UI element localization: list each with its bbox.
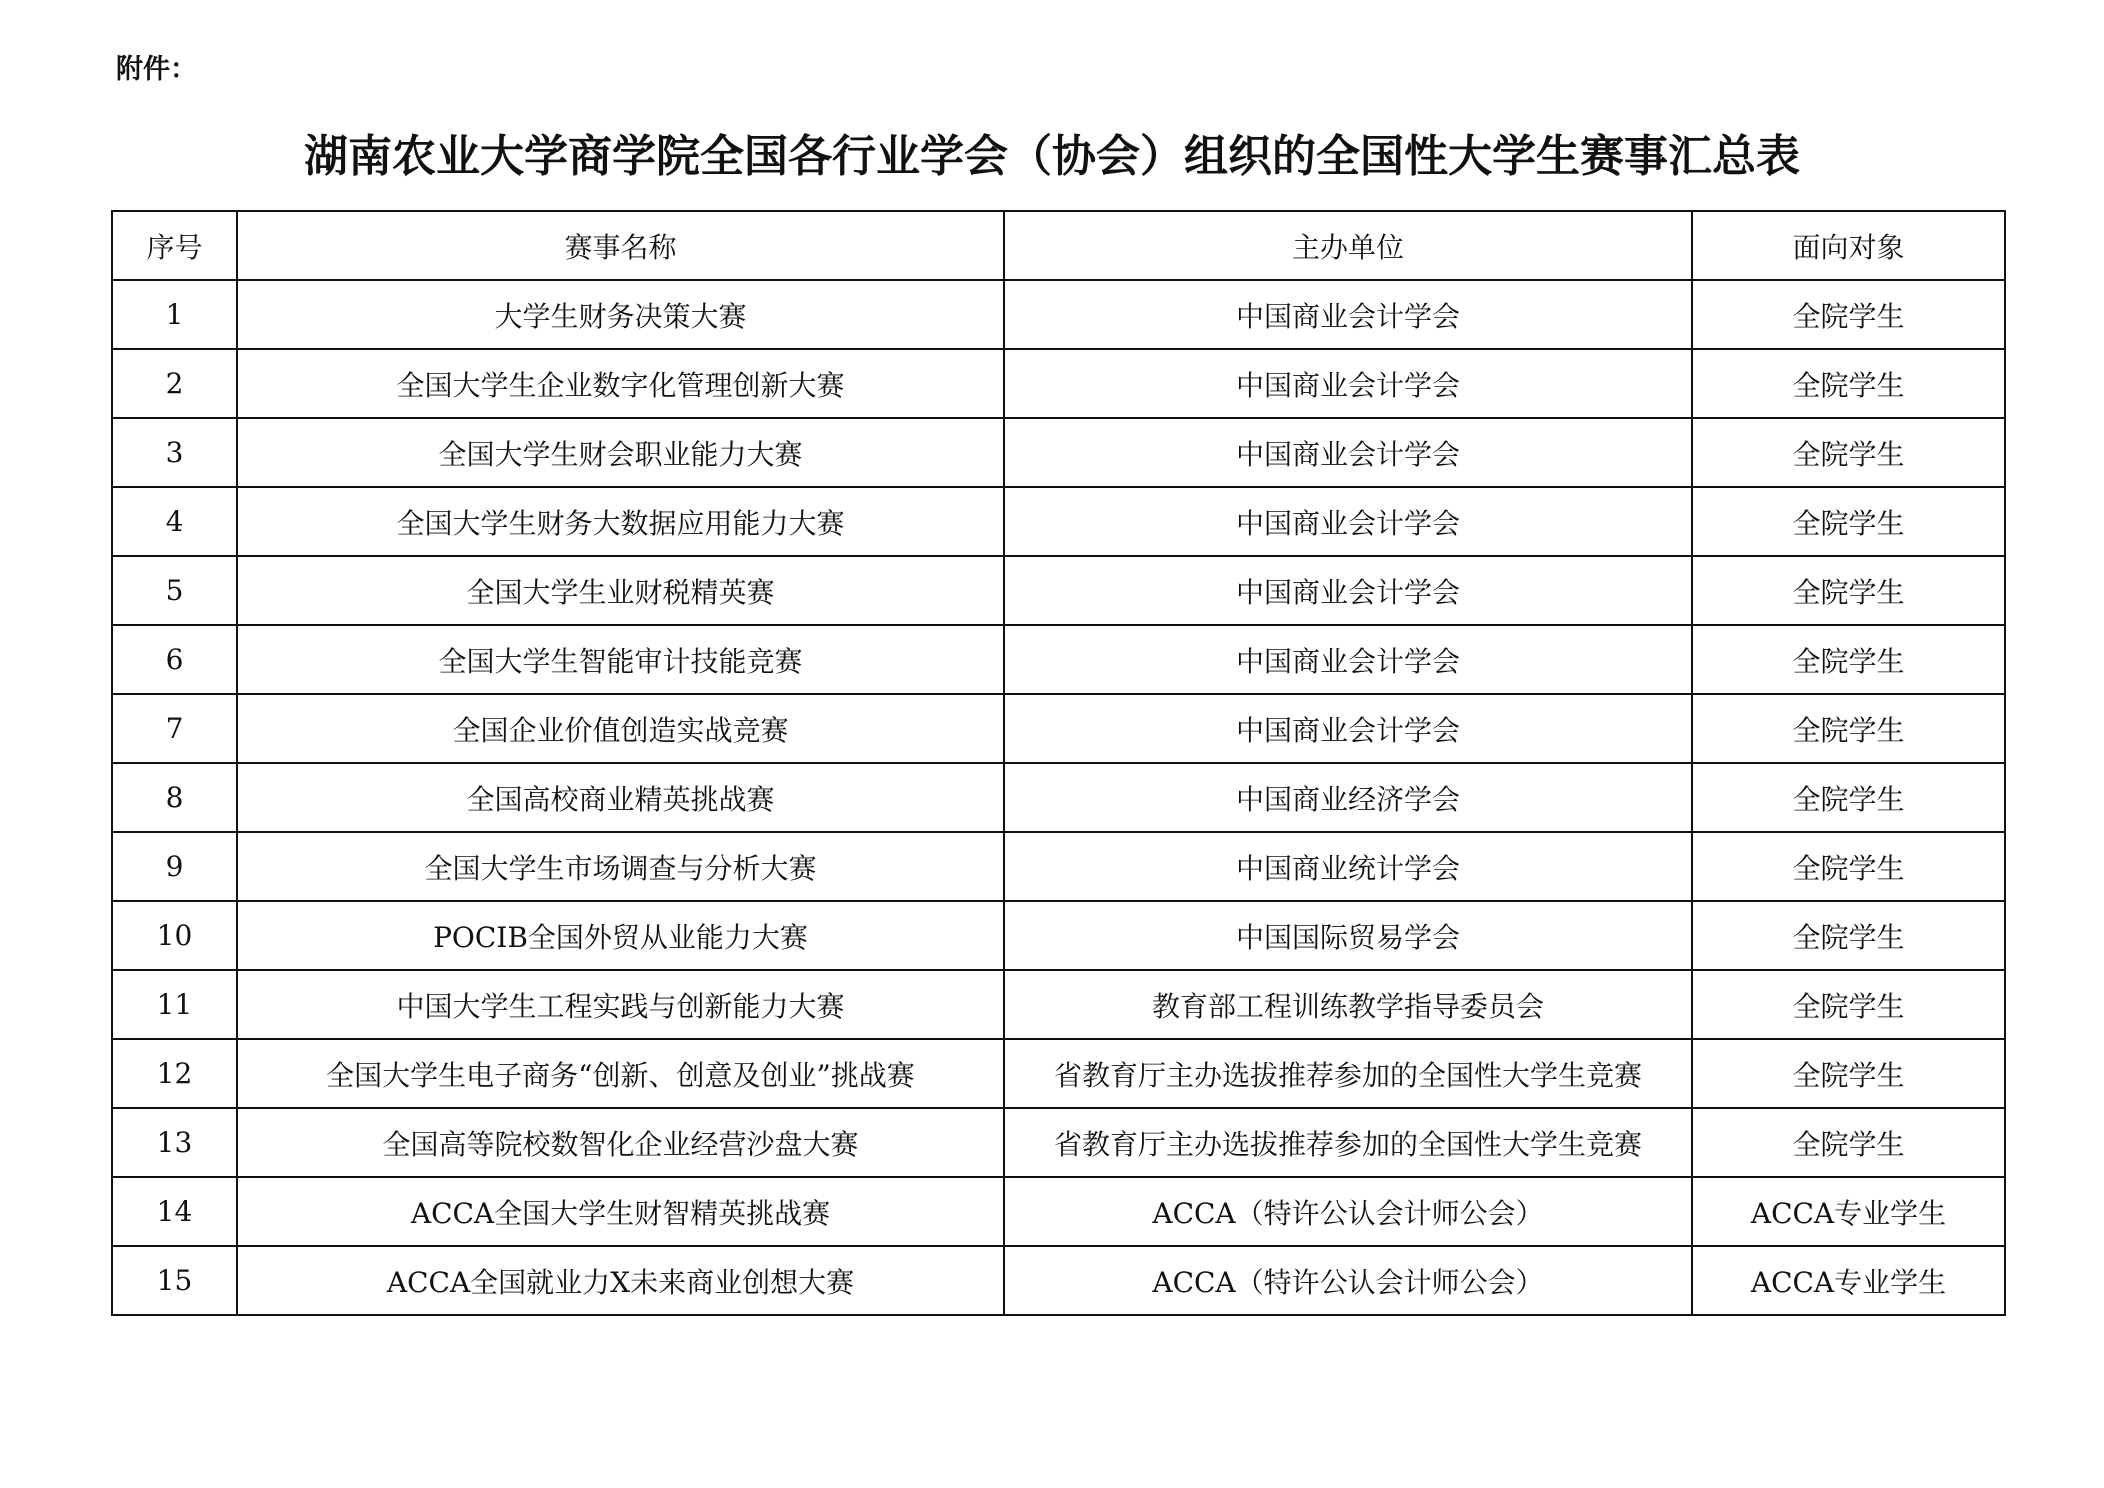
cell-target-audience: 全院学生 (1692, 625, 2005, 694)
cell-target-audience: 全院学生 (1692, 901, 2005, 970)
cell-organizer: 中国商业会计学会 (1004, 349, 1692, 418)
table-row (112, 901, 2005, 970)
cell-serial-number: 15 (112, 1246, 237, 1315)
cell-organizer: 中国商业会计学会 (1004, 280, 1692, 349)
cell-serial-number: 12 (112, 1039, 237, 1108)
cell-target-audience: 全院学生 (1692, 349, 2005, 418)
cell-competition-name: POCIB全国外贸从业能力大赛 (237, 901, 1004, 970)
table-row (112, 832, 2005, 901)
cell-organizer: 中国商业会计学会 (1004, 418, 1692, 487)
cell-organizer: ACCA（特许公认会计师公会） (1004, 1246, 1692, 1315)
table-row (112, 1108, 2005, 1177)
cell-target-audience: 全院学生 (1692, 970, 2005, 1039)
cell-target-audience: ACCA专业学生 (1692, 1246, 2005, 1315)
table-row (112, 418, 2005, 487)
cell-competition-name: 全国大学生业财税精英赛 (237, 556, 1004, 625)
table-row (112, 1177, 2005, 1246)
cell-organizer: 省教育厅主办选拔推荐参加的全国性大学生竞赛 (1004, 1039, 1692, 1108)
cell-target-audience: 全院学生 (1692, 556, 2005, 625)
attachment-label: 附件： (116, 54, 197, 85)
cell-competition-name: ACCA全国大学生财智精英挑战赛 (237, 1177, 1004, 1246)
cell-serial-number: 1 (112, 280, 237, 349)
competition-summary-table (111, 210, 2006, 1316)
cell-competition-name: ACCA全国就业力X未来商业创想大赛 (237, 1246, 1004, 1315)
cell-competition-name: 全国大学生财务大数据应用能力大赛 (237, 487, 1004, 556)
cell-target-audience: 全院学生 (1692, 418, 2005, 487)
cell-organizer: 中国商业统计学会 (1004, 832, 1692, 901)
table-row (112, 349, 2005, 418)
cell-target-audience: 全院学生 (1692, 280, 2005, 349)
cell-competition-name: 全国高校商业精英挑战赛 (237, 763, 1004, 832)
header-serial-number: 序号 (112, 211, 237, 280)
cell-serial-number: 10 (112, 901, 237, 970)
header-competition-name: 赛事名称 (237, 211, 1004, 280)
cell-target-audience: 全院学生 (1692, 1039, 2005, 1108)
table-row (112, 1246, 2005, 1315)
table-row (112, 1039, 2005, 1108)
cell-serial-number: 11 (112, 970, 237, 1039)
cell-serial-number: 3 (112, 418, 237, 487)
cell-serial-number: 2 (112, 349, 237, 418)
document-title: 湖南农业大学商学院全国各行业学会（协会）组织的全国性大学生赛事汇总表 (304, 131, 1800, 182)
cell-target-audience: 全院学生 (1692, 1108, 2005, 1177)
cell-organizer: 中国商业会计学会 (1004, 694, 1692, 763)
cell-target-audience: ACCA专业学生 (1692, 1177, 2005, 1246)
cell-target-audience: 全院学生 (1692, 832, 2005, 901)
table-row (112, 763, 2005, 832)
header-target-audience: 面向对象 (1692, 211, 2005, 280)
cell-competition-name: 全国企业价值创造实战竞赛 (237, 694, 1004, 763)
cell-target-audience: 全院学生 (1692, 694, 2005, 763)
cell-competition-name: 大学生财务决策大赛 (237, 280, 1004, 349)
table-row (112, 280, 2005, 349)
header-organizer: 主办单位 (1004, 211, 1692, 280)
cell-serial-number: 5 (112, 556, 237, 625)
cell-competition-name: 全国大学生市场调查与分析大赛 (237, 832, 1004, 901)
cell-competition-name: 全国大学生企业数字化管理创新大赛 (237, 349, 1004, 418)
cell-serial-number: 6 (112, 625, 237, 694)
cell-target-audience: 全院学生 (1692, 763, 2005, 832)
cell-serial-number: 4 (112, 487, 237, 556)
cell-organizer: 中国商业会计学会 (1004, 556, 1692, 625)
cell-target-audience: 全院学生 (1692, 487, 2005, 556)
cell-competition-name: 全国大学生智能审计技能竞赛 (237, 625, 1004, 694)
cell-organizer: 中国商业经济学会 (1004, 763, 1692, 832)
cell-serial-number: 8 (112, 763, 237, 832)
cell-organizer: 中国国际贸易学会 (1004, 901, 1692, 970)
table-row (112, 694, 2005, 763)
cell-serial-number: 9 (112, 832, 237, 901)
cell-competition-name: 全国大学生财会职业能力大赛 (237, 418, 1004, 487)
cell-competition-name: 全国大学生电子商务“创新、创意及创业”挑战赛 (237, 1039, 1004, 1108)
cell-organizer: 省教育厅主办选拔推荐参加的全国性大学生竞赛 (1004, 1108, 1692, 1177)
cell-serial-number: 7 (112, 694, 237, 763)
cell-organizer: ACCA（特许公认会计师公会） (1004, 1177, 1692, 1246)
table-body (112, 280, 2005, 1315)
cell-serial-number: 13 (112, 1108, 237, 1177)
table-row (112, 970, 2005, 1039)
cell-competition-name: 中国大学生工程实践与创新能力大赛 (237, 970, 1004, 1039)
table-row (112, 625, 2005, 694)
cell-organizer: 中国商业会计学会 (1004, 487, 1692, 556)
table-row (112, 556, 2005, 625)
cell-serial-number: 14 (112, 1177, 237, 1246)
cell-organizer: 中国商业会计学会 (1004, 625, 1692, 694)
cell-organizer: 教育部工程训练教学指导委员会 (1004, 970, 1692, 1039)
table-row (112, 487, 2005, 556)
cell-competition-name: 全国高等院校数智化企业经营沙盘大赛 (237, 1108, 1004, 1177)
table-header-row (112, 211, 2005, 280)
